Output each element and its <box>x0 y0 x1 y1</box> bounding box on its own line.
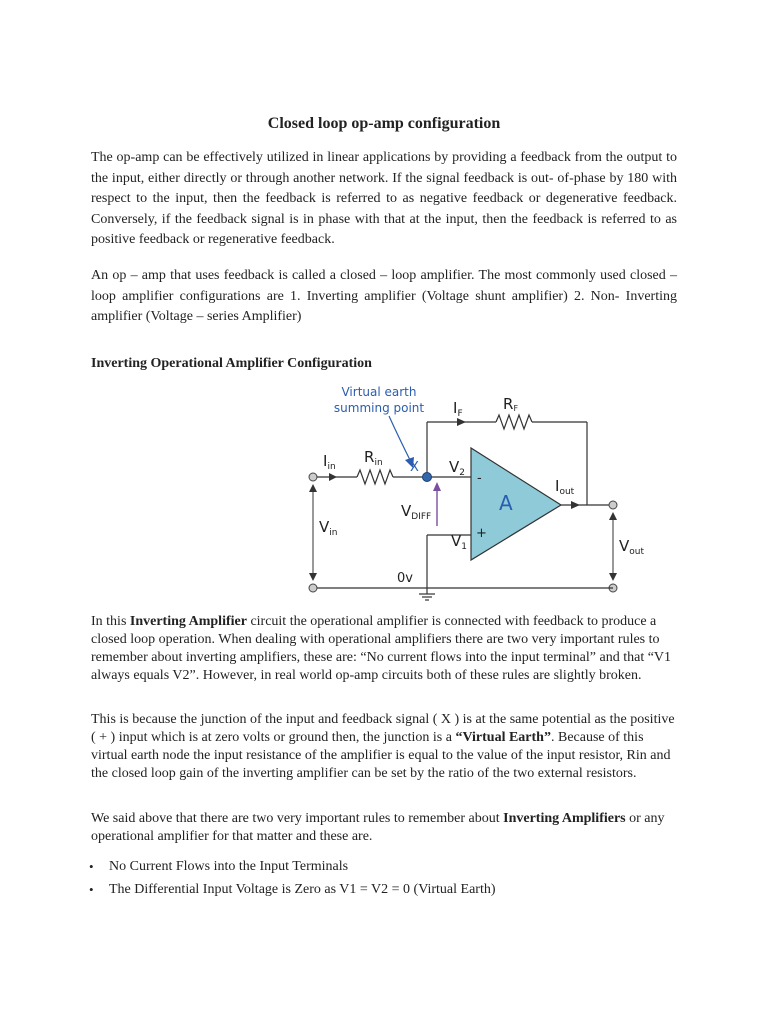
circuit-wires <box>313 415 613 600</box>
output-terminal <box>609 501 617 509</box>
inverting-amplifier-circuit-diagram <box>301 380 645 610</box>
intro-paragraph: The op-amp can be effectively utilized in linear applications by providing a feedback from the output to the input, either directly or through another network. If the signal feedback is out- of-phase by 180 with respect to the input, then the feedback is referred to as negative feedback or degenerative feedback. Conversely, if the feedback signal is in phase with that at the input, then the feedback is referred to as positive feedback or regenerative feedback. <box>91 150 677 247</box>
v1-label: $V_1$ <box>451 532 467 552</box>
virtual-earth-label-line1: Virtual earth <box>341 385 417 399</box>
rf-resistor <box>496 415 532 429</box>
list-item: • The Differential Input Voltage is Zero as V1 = V2 = 0 (Virtual Earth) <box>91 879 677 902</box>
zero-volt-label: 0v <box>397 571 413 586</box>
iout-arrow <box>571 501 580 509</box>
bullet-icon: • <box>89 881 94 897</box>
iin-arrow <box>329 473 337 481</box>
rules-intro-paragraph: We said above that there are two very important rules to remember about Inverting Amplifiers or any operational amplifier for that matter and these are. <box>91 811 665 844</box>
op-amp-triangle <box>471 448 561 560</box>
virtual-earth-label-line2: summing point <box>333 401 425 415</box>
vin-label: $V_{in}$ <box>319 518 338 538</box>
list-item: • No Current Flows into the Input Terminals <box>91 856 677 879</box>
inverting-amplifier-paragraph: In this Inverting Amplifier circuit the operational amplifier is connected with feedback to produce a closed loop operation. When dealing with operational amplifiers there are two very important rules to remember about inverting amplifiers, these are: “No current flows into the input terminal” and that “V1 always equals V2”. However, in real world op-amp circuits both of these rules are slightly broken. <box>91 614 672 683</box>
virtual-earth-pointer <box>389 416 411 462</box>
closed-loop-paragraph: An op – amp that uses feedback is called a closed – loop amplifier. The most commonly used closed – loop amplifier configurations are 1. Inverting amplifier (Voltage shunt amplifier) 2. Non- Inverting amplifier (Voltage – series Amplifier) <box>91 268 677 324</box>
iin-label: $I_{in}$ <box>323 452 336 472</box>
ground-terminal-left <box>309 584 317 592</box>
virtual-earth-paragraph: This is because the junction of the input and feedback signal ( X ) is at the same potential as the positive ( + ) input which is at zero volts or ground then, the junction is a “Virtual Earth”. Because of this virtual earth node the input resistance of the amplifier is equal to the value of the input resistor, Rin and the closed loop gain of the inverting amplifier can be set by the ratio of the two external resistors. <box>91 712 675 781</box>
input-terminal <box>309 473 317 481</box>
if-arrow <box>457 418 466 426</box>
vdiff-label: $V_{DIFF}$ <box>401 502 432 522</box>
noninverting-input-sign: + <box>476 526 487 541</box>
bullet-icon: • <box>89 859 94 874</box>
v2-label: $V_2$ <box>449 458 465 478</box>
rin-label: $R_{in}$ <box>364 448 383 468</box>
rules-list <box>91 856 677 901</box>
rf-label: RF <box>503 395 519 413</box>
section-heading: Inverting Operational Amplifier Configuration <box>91 356 372 371</box>
node-x-label: X <box>410 460 419 475</box>
inverting-input-sign: - <box>477 471 482 486</box>
vout-label: $V_{out}$ <box>619 537 645 557</box>
amplifier-gain-label: A <box>499 491 513 515</box>
if-label: $I_F$ <box>453 399 463 419</box>
virtual-earth-node <box>423 473 432 482</box>
iout-label: $I_{out}$ <box>555 477 575 497</box>
document-title: Closed loop op-amp configuration <box>267 115 501 132</box>
rin-resistor <box>357 470 393 484</box>
